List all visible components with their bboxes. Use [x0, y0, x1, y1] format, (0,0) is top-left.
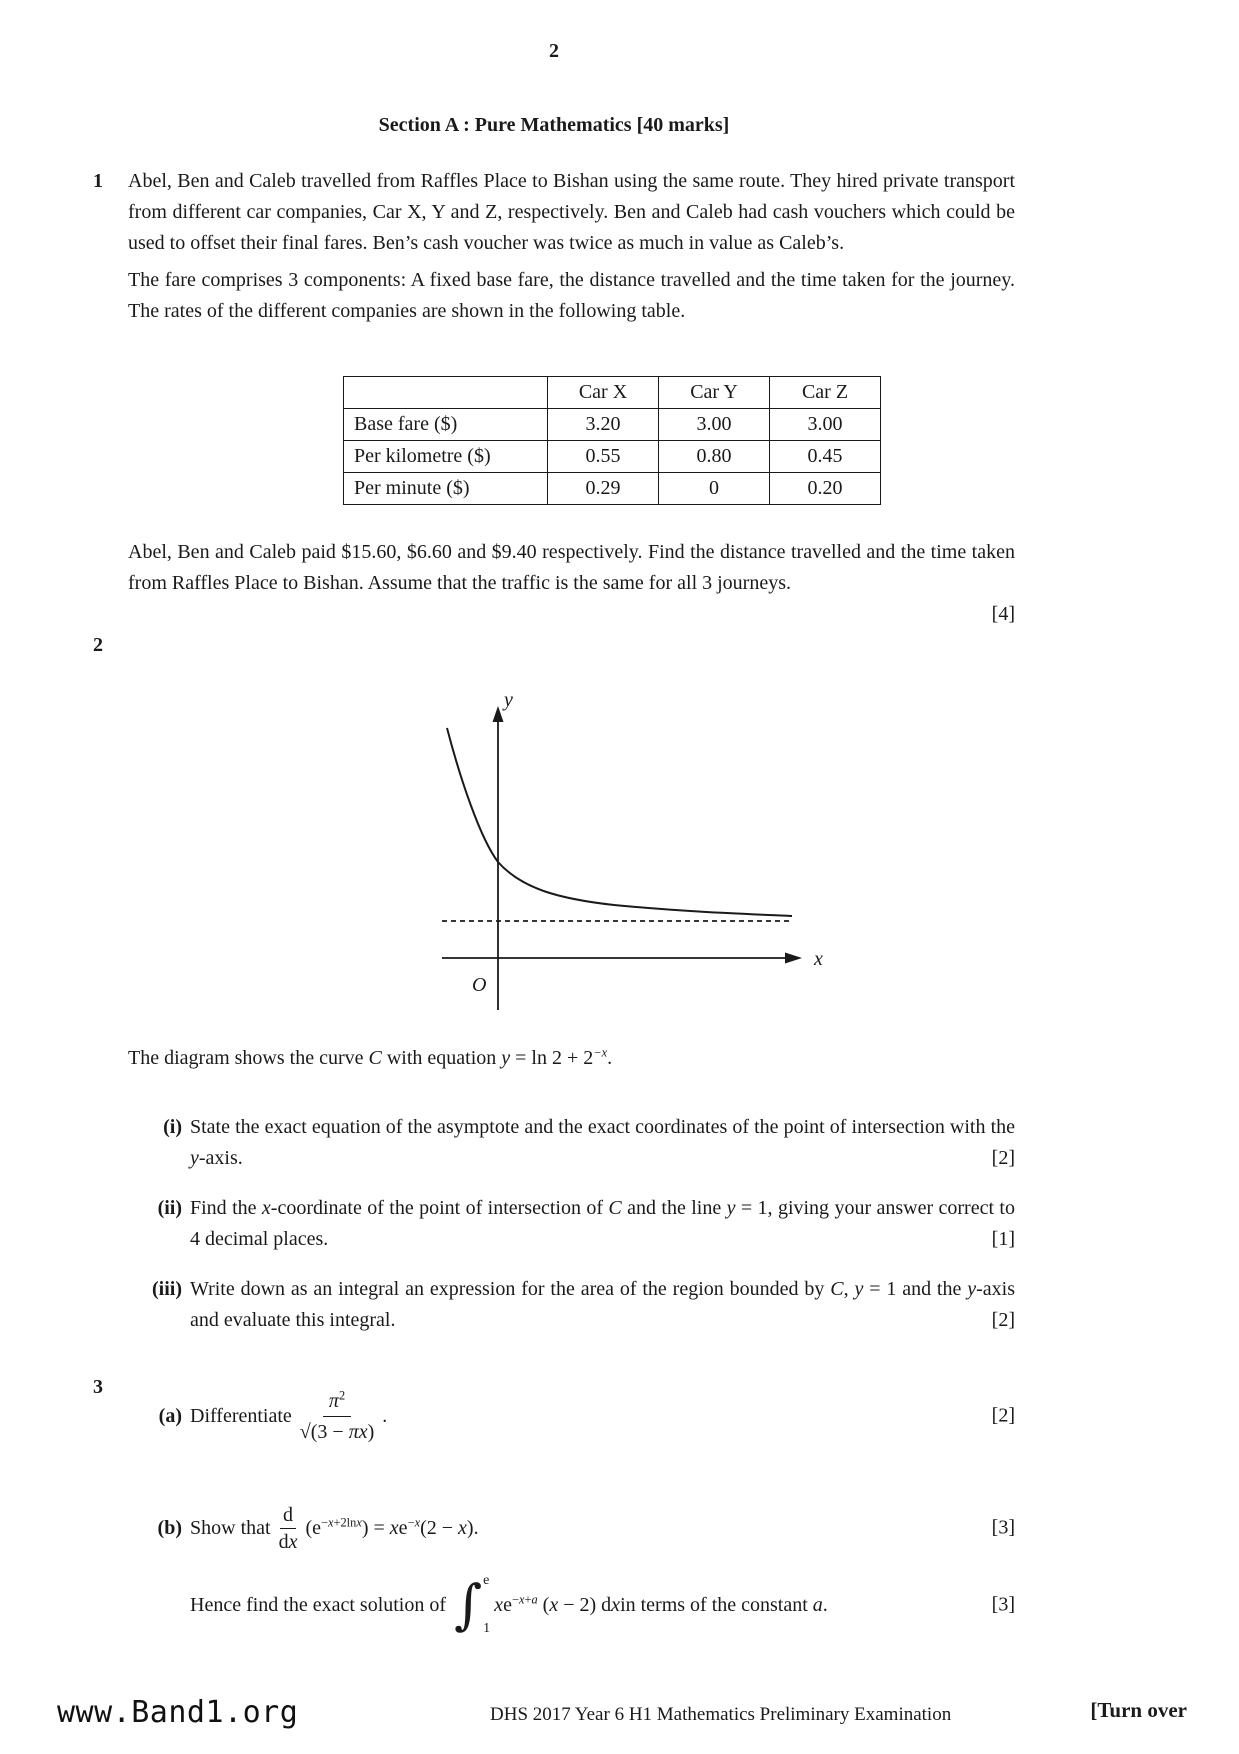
fare-table-row [344, 409, 881, 441]
q2-part-ii-text: Find the x-coordinate of the point of intersection of C and the line y = 1, giving your answer correct to 4 decimal places. [190, 1197, 1015, 1250]
question-1-body [128, 166, 1015, 630]
q3-part-a [128, 1372, 1015, 1460]
table-cell: 0.45 [770, 441, 881, 473]
q3-hence-text: Hence find the exact solution of [190, 1593, 447, 1616]
q3-hence-post: in terms of the constant a. [620, 1593, 828, 1616]
table-row-label: Per minute ($) [344, 473, 548, 505]
section-heading: Section A : Pure Mathematics [40 marks] [378, 114, 730, 136]
q3-hence-integrand: $xe^{-x+a}$ (x − 2) dx [494, 1591, 621, 1616]
q2-part-iii-marks: [2] [991, 1309, 1015, 1331]
ddx-fraction [279, 1503, 298, 1554]
q3-part-a-period: . [382, 1404, 388, 1427]
integral-upper-limit: e [483, 1573, 490, 1588]
footer-exam-title: DHS 2017 Year 6 H1 Mathematics Preliminary Examination [490, 1704, 952, 1725]
integral-limits [483, 1574, 490, 1636]
table-cell: 3.20 [548, 409, 659, 441]
table-header-cell: Car X [548, 377, 659, 409]
integral-sign: ∫ [454, 1573, 483, 1637]
turn-over-label: [Turn over [1090, 1698, 1187, 1722]
x-axis-arrow [785, 953, 802, 964]
table-cell: 3.00 [770, 409, 881, 441]
question-3 [93, 1372, 1015, 1640]
table-cell: 0.80 [659, 441, 770, 473]
question-1-number: 1 [93, 170, 103, 192]
q1-paragraph-2: The fare comprises 3 components: A fixed base fare, the distance travelled and the time taken for the journey. The rates of the different companies are shown in the following table. [128, 269, 1015, 322]
q2-part-i-marks: [2] [991, 1147, 1015, 1169]
q1-paragraph-3: Abel, Ben and Caleb paid $15.60, $6.60 and $9.40 respectively. Find the distance travelled and the time taken from Raffles Place to Bishan. Assume that the traffic is the same for all 3 journeys. [128, 541, 1015, 594]
table-cell: 0.55 [548, 441, 659, 473]
q3-part-b-expression: $(e^{-x+2lnx}) = xe^{-x}(2 - x)$. [305, 1514, 479, 1539]
table-row-label: Per kilometre ($) [344, 441, 548, 473]
q2-part-iii-label: (iii) [152, 1278, 182, 1300]
fraction-denominator: dx [278, 1530, 298, 1553]
fare-table-row [344, 473, 881, 505]
question-3-number: 3 [93, 1376, 103, 1398]
fraction-numerator: $\pi^2$ [323, 1389, 351, 1417]
table-header-cell: Car Y [659, 377, 770, 409]
table-cell: 0 [659, 473, 770, 505]
question-2-number: 2 [93, 634, 103, 656]
q2-part-ii-label: (ii) [157, 1197, 182, 1219]
q2-part-iii [128, 1274, 1015, 1336]
q2-part-iii-text: Write down as an integral an expression for the area of the region bounded by C, y = 1 and the y-axis and evaluate this integral. [190, 1278, 1015, 1331]
table-cell: 0.20 [770, 473, 881, 505]
q2-part-i-text: State the exact equation of the asymptote and the exact coordinates of the point of intersection with the y-axis. [190, 1116, 1015, 1169]
question-3-body [128, 1372, 1015, 1640]
fraction-denominator: √(3 − πx) [299, 1420, 375, 1443]
q2-part-i-label: (i) [163, 1116, 182, 1138]
q3-part-b [128, 1494, 1015, 1562]
question-2-body [128, 630, 1015, 1336]
question-1 [93, 166, 1015, 630]
question-2 [93, 630, 1015, 1336]
q3-part-b-marks: [3] [991, 1516, 1015, 1539]
fare-table [343, 376, 881, 505]
q2-part-ii-marks: [1] [991, 1228, 1015, 1250]
q3-part-a-marks: [2] [991, 1404, 1015, 1427]
q3-part-a-text: Differentiate [190, 1404, 292, 1427]
integral-lower-limit: 1 [483, 1621, 491, 1636]
y-axis-arrow [493, 706, 504, 722]
q3-hence-marks: [3] [991, 1593, 1015, 1616]
x-axis-label: x [814, 948, 823, 970]
curve-graph [390, 618, 840, 1013]
fare-table-header-row [344, 377, 881, 409]
fare-table-row [344, 441, 881, 473]
fraction-numerator: d [280, 1503, 296, 1529]
q1-marks: [4] [991, 603, 1015, 625]
differentiate-fraction [300, 1389, 375, 1444]
table-header-cell: Car Z [770, 377, 881, 409]
q1-paragraph-1: Abel, Ben and Caleb travelled from Raffles Place to Bishan using the same route. They hired private transport from different car companies, Car X, Y and Z, respectively. Ben and Caleb had cash vouchers which could be used to offset their final fares. Ben’s cash voucher was twice as much in value as Caleb’s. [128, 170, 1015, 254]
q3-hence [190, 1570, 1015, 1640]
y-axis-label: y [504, 689, 513, 711]
integral [454, 1574, 490, 1636]
q2-part-i [128, 1112, 1015, 1174]
table-cell: 0.29 [548, 473, 659, 505]
q3-part-b-label: (b) [157, 1516, 182, 1539]
q3-part-b-text: Show that [190, 1516, 271, 1539]
page-number: 2 [549, 40, 559, 62]
table-row-label: Base fare ($) [344, 409, 548, 441]
origin-label: O [472, 974, 487, 996]
table-header-cell [344, 377, 548, 409]
q3-part-a-label: (a) [158, 1404, 182, 1427]
q2-part-ii [128, 1193, 1015, 1255]
q2-intro: The diagram shows the curve C with equation $y = \ln 2 + 2^{-x}$. [128, 1045, 613, 1069]
footer-watermark: www.Band1.org [57, 1695, 299, 1730]
table-cell: 3.00 [659, 409, 770, 441]
